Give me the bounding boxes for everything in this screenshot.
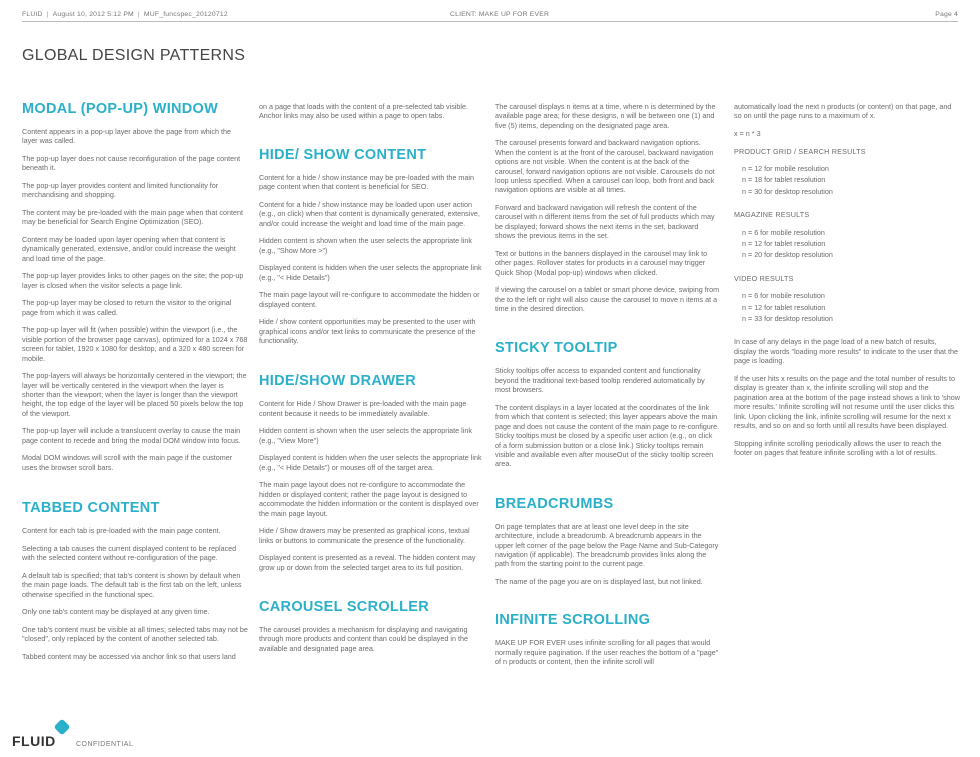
- paragraph: Displayed content is hidden when the user selects the appropriate link (e.g., "< Hide Details"): [259, 263, 482, 282]
- paragraph: Displayed content is presented as a reveal. The hidden content may grow up or down from the selected target area to its full position.: [259, 553, 476, 572]
- paragraph: If viewing the carousel on a tablet or smart phone device, swiping from the to the left or right will also cause the carousel to move n items at a time in the desired direction.: [495, 285, 720, 314]
- infinite-continuation: automatically load the next n products (or content) on that page, and so on until the page runs to a maximum of x.: [734, 102, 952, 121]
- tabbed-continuation: on a page that loads with the content of a pre-selected tab visible. Anchor links may also be used within a page to open tabs.: [259, 102, 468, 121]
- column-1: [22, 101, 248, 669]
- paragraph: In case of any delays in the page load of a new batch of results, display the words "loading more results" to indicate to the user that the page is loading.: [734, 337, 959, 366]
- results-group-item: n = 12 for tablet resolution: [742, 239, 826, 249]
- paragraph: Text or buttons in the banners displayed in the carousel may link to other pages. Rollover states for products in a carousel may trigger Quick Shop (Modal pop-up) windows when clicked.: [495, 248, 708, 277]
- paragraph: Hidden content is shown when the user selects the appropriate link (e.g., "View More"): [259, 426, 472, 445]
- results-group-item: n = 33 for desktop resolution: [742, 314, 833, 324]
- section-heading-breadcrumbs: BREADCRUMBS: [495, 495, 614, 512]
- paragraph: The main page layout will re-configure to accommodate the hidden or displayed content.: [259, 290, 480, 309]
- header-file: MUF_funcspec_20120712: [143, 11, 228, 18]
- paragraph: Hide / Show drawers may be presented as graphical icons, textual links or buttons to communicate the presence of the functionality.: [259, 526, 470, 545]
- header-page-number: Page 4: [935, 11, 958, 18]
- infinite-notes: [734, 337, 960, 457]
- column-2: [259, 102, 484, 661]
- paragraph: The pop-up layer does not cause reconfiguration of the page content beneath it.: [22, 154, 241, 173]
- paragraph: Displayed content is hidden when the user selects the appropriate link (e.g., "< Hide Details") or mouses off of the target area.: [259, 453, 482, 472]
- paragraph: The carousel displays n items at a time, where n is determined by the available page area; for these designs, n will be between one (1) and five (5) items, depending on the designated page area.: [495, 102, 716, 130]
- drawer-paragraphs: [259, 399, 484, 572]
- paragraph: If the user hits x results on the page and the total number of results to display is greater than x, the infinite scrolling will stop and the pagination area at the bottom of the page instead shows a link to 'show more results.' Infinite scrolling will not resume until the user clicks this link. Upon clicking the link, infinite scrolling will resume for the next x results, and so on and so forth until all results have been displayed.: [734, 373, 960, 430]
- paragraph: The carousel provides a mechanism for displaying and navigating through more products and content than could be displayed in the available and designated page area.: [259, 625, 468, 653]
- results-group-title: MAGAZINE RESULTS: [734, 210, 810, 220]
- section-heading-infinite: INFINITE SCROLLING: [495, 612, 651, 629]
- results-group-item: n = 6 for mobile resolution: [742, 291, 825, 301]
- paragraph: The pop-up layer may be closed to return the visitor to the original page from which it was called.: [22, 298, 232, 317]
- paragraph: Content for a hide / show instance may be pre-loaded with the main page content when that content is beneficial for SEO.: [259, 172, 474, 192]
- paragraph: Hidden content is shown when the user selects the appropriate link (e.g., "Show More >"): [259, 236, 472, 255]
- section-heading-carousel: CAROUSEL SCROLLER: [259, 599, 429, 616]
- paragraph: On page templates that are at least one level deep in the site architecture, include a breadcrumb. A breadcrumb appears in the upper left corner of the page below the Page Name and Sub-Category navigation (if applicable). The breadcrumb provides links along the path from the starting point to the current page.: [495, 521, 719, 569]
- modal-paragraphs: [22, 127, 248, 472]
- paragraph: The main page layout does not re-configure to accommodate the hidden or displayed content; rather the page layout is designed to accommodate the hidden information or the content is displayed over the main page layout.: [259, 480, 479, 518]
- paragraph: One tab's content must be visible at all times; selected tabs may not be "closed", only replaced by the content of another selected tab.: [22, 624, 248, 644]
- header-brand: FLUID: [22, 11, 43, 18]
- paragraph: A default tab is specified; that tab's content is shown by default when the main page loads. The default tab is the first tab on the left, unless otherwise specified in the functional spec.: [22, 570, 242, 599]
- results-group-item: n = 30 for desktop resolution: [742, 186, 833, 196]
- results-group-item: n = 20 for desktop resolution: [742, 250, 833, 260]
- tooltip-paragraphs: [495, 366, 720, 468]
- header-meta: FLUID | August 10, 2012 5:12 PM | MUF_funcspec_20120712: [22, 11, 228, 18]
- header-divider: [22, 21, 958, 22]
- section-heading-modal: MODAL (POP-UP) WINDOW: [22, 101, 219, 117]
- paragraph: The pop-layers will always be horizontally centered in the viewport; the layer will be vertically centered in the viewport when the layer is shorter than the viewport; when the layer is longer than the viewport height, the top edge of the layer will be placed 50 pixels below the top of the viewport.: [22, 371, 247, 418]
- results-group-title: VIDEO RESULTS: [734, 273, 794, 283]
- column-4: [734, 102, 960, 466]
- section-heading-hideshow: HIDE/ SHOW CONTENT: [259, 146, 427, 163]
- paragraph: Sticky tooltips offer access to expanded content and functionality beyond the traditional text-based tooltip rendered automatically by most browsers.: [495, 366, 705, 395]
- carousel-continuation: [495, 102, 720, 313]
- paragraph: Modal DOM windows will scroll with the main page if the customer uses the browser scroll bars.: [22, 453, 233, 472]
- paragraph: Content appears in a pop-up layer above the page from which the layer was called.: [22, 127, 231, 146]
- paragraph: The pop-up layer will include a translucent overlay to cause the main page content to recede and bring the modal DOM window into focus.: [22, 426, 241, 445]
- formula: x = n * 3: [734, 129, 761, 138]
- paragraph: Forward and backward navigation will refresh the content of the carousel with n different items from the set of full products which may be displayed; forward shows the next items in the set, backward shows the previous items in the set.: [495, 203, 715, 241]
- paragraph: Hide / show content opportunities may be presented to the user with graphical icons and/or text links to communicate the presence of the functionality.: [259, 317, 476, 346]
- section-heading-tabbed: TABBED CONTENT: [22, 500, 160, 517]
- tabbed-paragraphs: [22, 526, 248, 661]
- page-title: GLOBAL DESIGN PATTERNS: [22, 47, 246, 64]
- results-group-title: PRODUCT GRID / SEARCH RESULTS: [734, 146, 866, 156]
- breadcrumbs-paragraphs: [495, 522, 720, 587]
- results-groups: [734, 147, 960, 324]
- paragraph: Stopping infinite scrolling periodically allows the user to reach the footer on pages that feature infinite scrolling with a lot of results.: [734, 438, 942, 457]
- paragraph: The content displays in a layer located at the coordinates of the link from which that content is selected; this layer appears above the main page and does not cause the content of the main page to re-configure. Sticky tooltips must be closed by a specific user action (e.g., on click of a form submission button or a close link.) Sticky tooltips remain visible and available even after mouseOut of the sticky tooltip screen area.: [495, 402, 720, 469]
- paragraph: Content for a hide / show instance may be loaded upon user action (e.g., on click) when that content is dynamically generated, extensive, and/or could increase the weight and load time of the main page.: [259, 199, 480, 228]
- paragraph: Tabbed content may be accessed via anchor link so that users land: [22, 651, 236, 661]
- paragraph: Content for Hide / Show Drawer is pre-loaded with the main page content because it needs to be immediately available.: [259, 399, 467, 418]
- paragraph: The pop-up layer provides content and limited functionality for merchandising and shopping.: [22, 181, 219, 200]
- paragraph: The content may be pre-loaded with the main page when that content may be beneficial for Search Engine Optimization (SEO).: [22, 208, 243, 227]
- paragraph: The name of the page you are on is displayed last, but not linked.: [495, 576, 703, 586]
- paragraph: Only one tab's content may be displayed at any given time.: [22, 607, 210, 617]
- results-group-item: n = 12 for tablet resolution: [742, 302, 826, 312]
- paragraph: The pop-up layer provides links to other pages on the site; the pop-up layer is closed when the visitor selects a page link.: [22, 271, 244, 290]
- paragraph: Content may be loaded upon layer opening when that content is dynamically generated, extensive, and/or could increase the weight and load time of the page.: [22, 235, 236, 263]
- carousel-paragraphs: [259, 625, 484, 653]
- confidential-label: CONFIDENTIAL: [76, 741, 134, 748]
- section-heading-drawer: HIDE/SHOW DRAWER: [259, 373, 417, 390]
- paragraph: MAKE UP FOR EVER uses infinite scrolling for all pages that would normally require pagination. If the user reaches the bottom of a "page" of n products or content, then the infinite scroll will: [495, 638, 719, 667]
- header-date: August 10, 2012 5:12 PM: [52, 11, 134, 18]
- hideshow-paragraphs: [259, 173, 484, 346]
- results-group-item: n = 6 for mobile resolution: [742, 227, 825, 237]
- results-group-item: n = 18 for tablet resolution: [742, 175, 826, 185]
- fluid-logo-mark: [54, 719, 71, 736]
- results-group-item: n = 12 for mobile resolution: [742, 164, 829, 173]
- section-heading-tooltip: STICKY TOOLTIP: [495, 340, 618, 357]
- paragraph: The carousel presents forward and backward navigation options. When the content is at the front of the carousel, backward navigation options are not visible. When the content is at the back of the carousel, forward navigation options are not visible. Carousels do not loop unless specified. When a carousel can loop, both front and back navigation options are visible at all times.: [495, 138, 715, 195]
- header-client: CLIENT: MAKE UP FOR EVER: [450, 11, 550, 18]
- infinite-paragraphs: [495, 638, 720, 666]
- paragraph: Content for each tab is pre-loaded with the main page content.: [22, 526, 221, 536]
- paragraph: The pop-up layer will fit (when possible) within the viewport (i.e., the visible portion of the browser page canvas), optimized for a 1024 x 768 screen for tablet, 1920 x 1080 for desktop, and a 320 x 480 screen for mobile.: [22, 325, 248, 363]
- column-3: [495, 102, 720, 675]
- paragraph: Selecting a tab causes the current displayed content to be replaced with the selected content without re-configuration of the page.: [22, 543, 237, 563]
- footer-logo: FLUID: [12, 733, 56, 749]
